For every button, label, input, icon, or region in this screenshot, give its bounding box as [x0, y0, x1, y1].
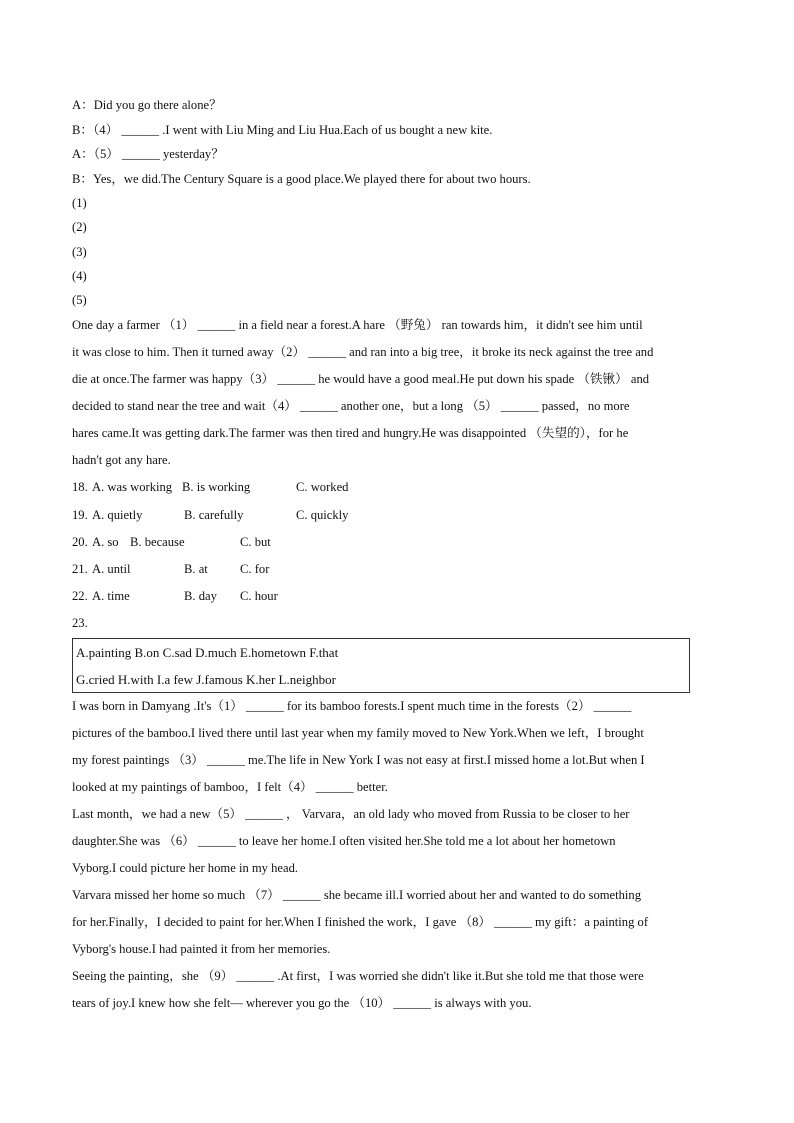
passage-line: it was close to him. Then it turned away（2） ______ and ran into a big tree，it broke its neck against the tree and	[72, 345, 654, 360]
word-bank-line: A.painting B.on C.sad D.much E.hometown F.that	[76, 644, 339, 660]
word-bank-box	[72, 638, 690, 693]
passage-line: hares came.It was getting dark.The farmer was then tired and hungry.He was disappointed （失望的），for he	[72, 426, 629, 441]
option-a: A. quietly	[92, 507, 143, 522]
passage-line: my forest paintings （3） ______ me.The life in New York I was not easy at first.I missed home a lot.But when I	[72, 752, 645, 767]
passage-line: Last month，we had a new（5） ______ ， Varvara，an old lady who moved from Russia to be closer to her	[72, 806, 630, 821]
option-c: C. for	[240, 562, 270, 577]
passage-varvara	[72, 693, 724, 1017]
question-18	[72, 474, 724, 501]
question-22	[72, 583, 724, 610]
passage-line: Seeing the painting，she （9） ______ .At first，I was worried she didn't like it.But she told me that those were	[72, 968, 644, 983]
dialogue-line: B：Yes，we did.The Century Square is a good place.We played there for about two hours.	[72, 171, 531, 186]
question-number: 23.	[72, 616, 88, 631]
question-23	[72, 610, 724, 637]
passage-line: hadn't got any hare.	[72, 453, 171, 468]
question-number: 20.	[72, 534, 88, 549]
option-c: C. worked	[296, 480, 349, 495]
dialogue-line: A：（5） ______ yesterday？	[72, 147, 224, 161]
answer-number: (1)	[72, 196, 87, 210]
passage-line: looked at my paintings of bamboo，I felt（4） ______ better.	[72, 779, 388, 794]
word-bank-line: G.cried H.with I.a few J.famous K.her L.neighbor	[76, 671, 336, 687]
passage-line: decided to stand near the tree and wait（4） ______ another one，but a long （5） ______ passed，no more	[72, 399, 630, 414]
option-c: C. hour	[240, 589, 278, 604]
passage-line: daughter.She was （6） ______ to leave her home.I often visited her.She told me a lot about her hometown	[72, 833, 616, 848]
answer-number: (5)	[72, 293, 87, 308]
option-a: A. was working	[92, 480, 173, 495]
passage-line: tears of joy.I knew how she felt— wherever you go the （10） ______ is always with you.	[72, 995, 532, 1010]
passage-line: One day a farmer （1） ______ in a field near a forest.A hare （野兔） ran towards him，it didn't see him until	[72, 318, 643, 333]
question-20	[72, 529, 724, 556]
option-a: A. time	[92, 589, 130, 604]
option-a: A. until	[92, 562, 131, 577]
dialogue-line: A：Did you go there alone？	[72, 98, 222, 112]
answer-number: (2)	[72, 220, 87, 235]
passage-farmer	[72, 312, 724, 474]
option-b: B. is working	[182, 480, 251, 495]
question-21	[72, 556, 724, 583]
option-c: C. but	[240, 534, 271, 549]
option-a: A. so	[92, 534, 119, 549]
passage-line: pictures of the bamboo.I lived there until last year when my family moved to New York.When we left，I brought	[72, 725, 644, 740]
answer-number: (3)	[72, 244, 87, 259]
dialogue-line: B：（4） ______ .I went with Liu Ming and Liu Hua.Each of us bought a new kite.	[72, 122, 493, 137]
option-b: B. at	[184, 562, 208, 577]
dialogue	[72, 93, 724, 191]
answer-numbers	[72, 191, 724, 312]
document-page	[72, 93, 724, 1017]
passage-line: I was born in Damyang .It's（1） ______ for its bamboo forests.I spent much time in the forests（2） ______	[72, 698, 632, 713]
option-b: B. because	[130, 534, 185, 549]
passage-line: Vyborg's house.I had painted it from her memories.	[72, 941, 331, 956]
multiple-choice-questions	[72, 474, 724, 637]
option-c: C. quickly	[296, 507, 349, 522]
passage-line: Vyborg.I could picture her home in my head.	[72, 860, 299, 875]
question-number: 21.	[72, 562, 88, 577]
question-number: 22.	[72, 589, 88, 604]
passage-line: for her.Finally，I decided to paint for her.When I finished the work，I gave （8） ______ my gift：a painting of	[72, 914, 649, 929]
option-b: B. carefully	[184, 507, 244, 522]
passage-line: die at once.The farmer was happy（3） ______ he would have a good meal.He put down his spade （铁锹） and	[72, 372, 650, 387]
answer-number: (4)	[72, 268, 87, 283]
passage-line: Varvara missed her home so much （7） ______ she became ill.I worried about her and wanted to do something	[72, 887, 642, 902]
question-number: 19.	[72, 507, 88, 522]
option-b: B. day	[184, 589, 217, 604]
question-19	[72, 502, 724, 529]
question-number: 18.	[72, 480, 88, 495]
